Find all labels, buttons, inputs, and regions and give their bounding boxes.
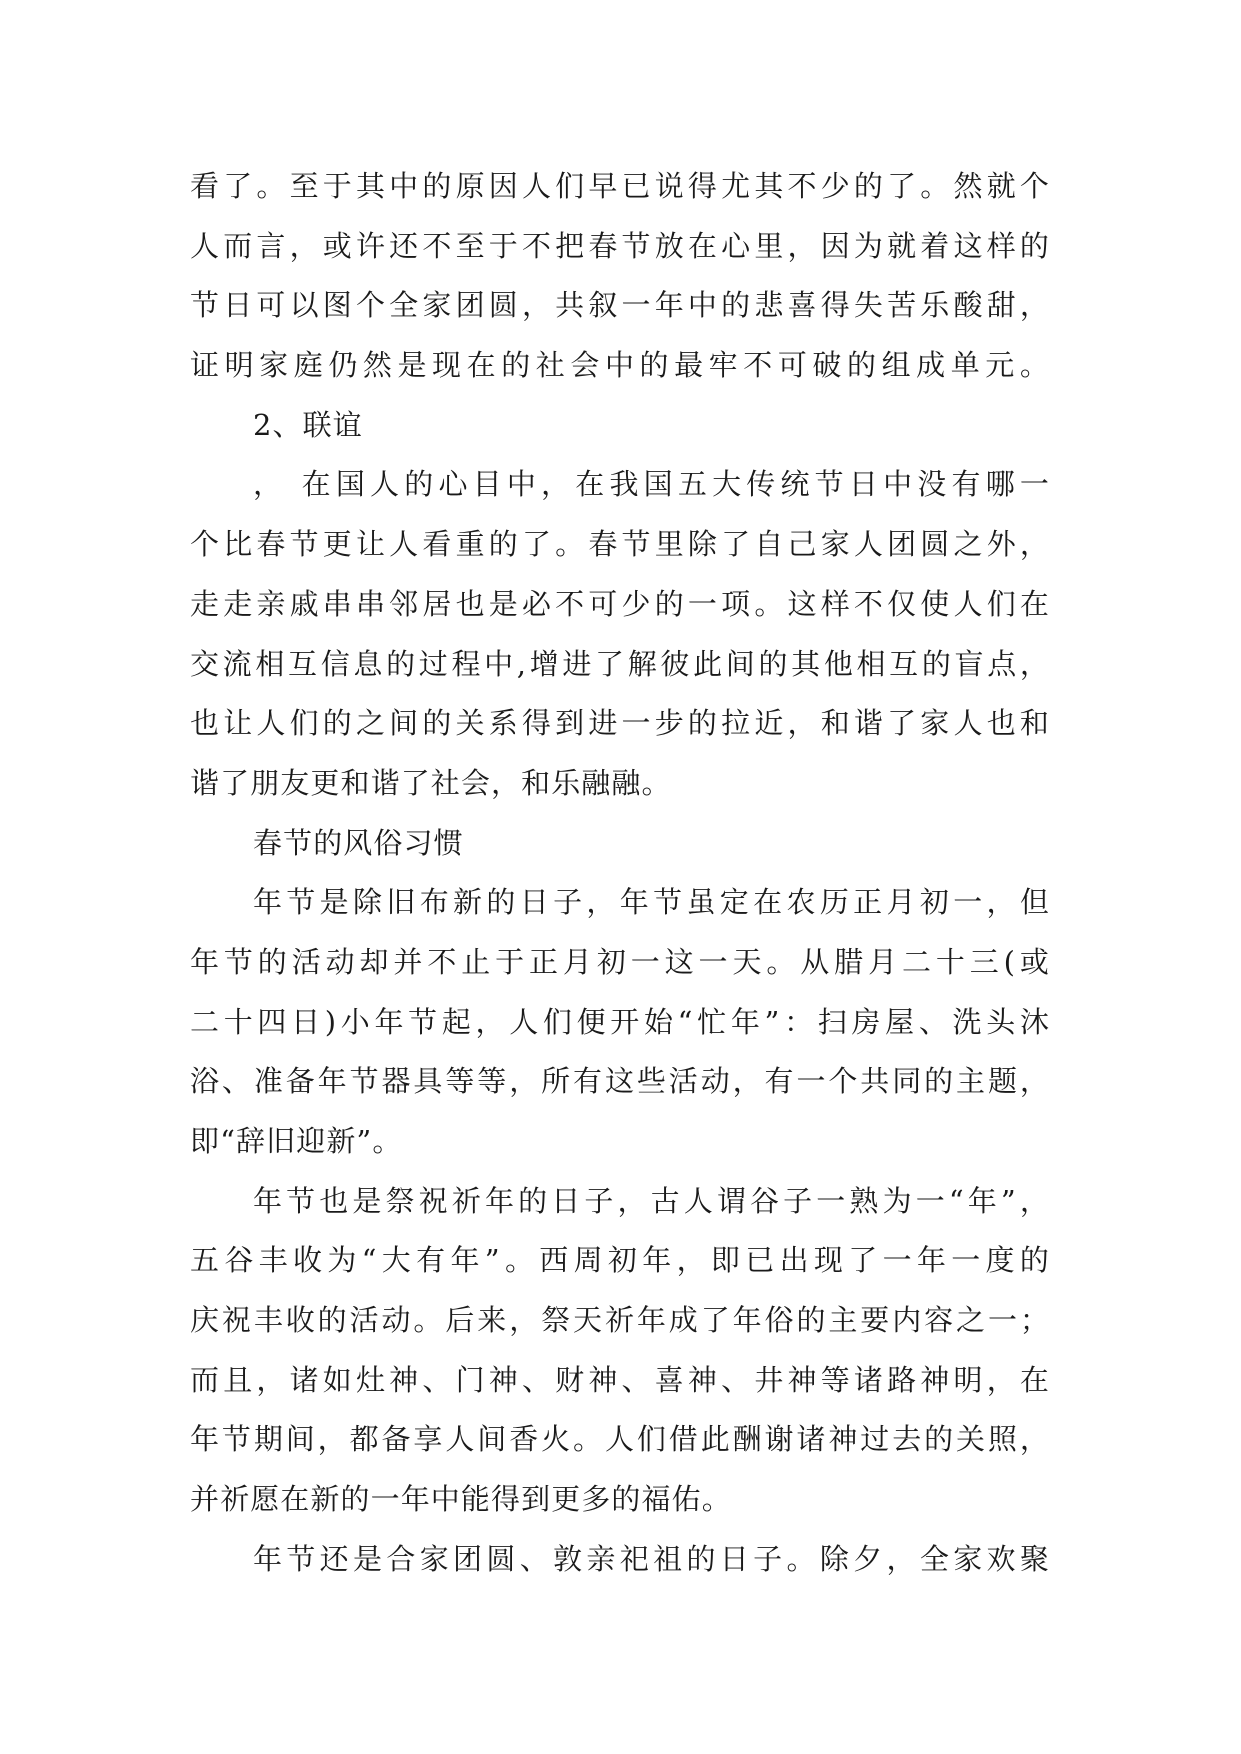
text-line: 走走亲戚串串邻居也是必不可少的一项。这样不仅使人们在 xyxy=(190,586,1050,621)
text-line: 年节的活动却并不止于正月初一这一天。从腊月二十三(或 xyxy=(190,944,1050,979)
text-line: 年节期间，都备享人间香火。人们借此酬谢诸神过去的关照， xyxy=(190,1422,1050,1457)
text-line: 个比春节更让人看重的了。春节里除了自己家人团圆之外， xyxy=(190,527,1050,562)
text-line: 年节还是合家团圆、敦亲祀祖的日子。除夕，全家欢聚 xyxy=(253,1541,1050,1576)
text-line: 节日可以图个全家团圆，共叙一年中的悲喜得失苦乐酸甜， xyxy=(190,288,1050,323)
text-line: 二十四日)小年节起，人们便开始“忙年”：扫房屋、洗头沐 xyxy=(190,1004,1050,1039)
text-line: 年节是除旧布新的日子，年节虽定在农历正月初一，但 xyxy=(253,885,1050,920)
section-heading-lianyi: 2、联谊 xyxy=(253,407,363,442)
text-line: 人而言，或许还不至于不把春节放在心里，因为就着这样的 xyxy=(190,228,1050,263)
text-line: 证明家庭仍然是现在的社会中的最牢不可破的组成单元。 xyxy=(190,348,1050,383)
text-line: 看了。至于其中的原因人们早已说得尤其不少的了。然就个 xyxy=(190,169,1050,203)
section-heading-customs: 春节的风俗习惯 xyxy=(253,825,464,860)
text-line: 谐了朋友更和谐了社会，和乐融融。 xyxy=(190,765,672,800)
text-line: 交流相互信息的过程中,增进了解彼此间的其他相互的盲点， xyxy=(190,646,1050,681)
text-line: 即“辞旧迎新”。 xyxy=(190,1124,403,1158)
text-line: 年节也是祭祝祈年的日子，古人谓谷子一熟为一“年”， xyxy=(253,1183,1050,1218)
body-text xyxy=(190,157,1050,1590)
text-line: 而且，诸如灶神、门神、财神、喜神、井神等诸路神明，在 xyxy=(190,1362,1050,1397)
text-line: 庆祝丰收的活动。后来，祭天祈年成了年俗的主要内容之一； xyxy=(190,1303,1050,1338)
text-line: 五谷丰收为“大有年”。西周初年，即已出现了一年一度的 xyxy=(190,1243,1050,1278)
text-line: ， 在国人的心目中，在我国五大传统节日中没有哪一 xyxy=(253,467,1050,502)
text-line: 并祈愿在新的一年中能得到更多的福佑。 xyxy=(190,1482,732,1517)
text-line: 也让人们的之间的关系得到进一步的拉近，和谐了家人也和 xyxy=(190,706,1050,741)
text-line: 浴、准备年节器具等等，所有这些活动，有一个共同的主题， xyxy=(190,1064,1050,1099)
